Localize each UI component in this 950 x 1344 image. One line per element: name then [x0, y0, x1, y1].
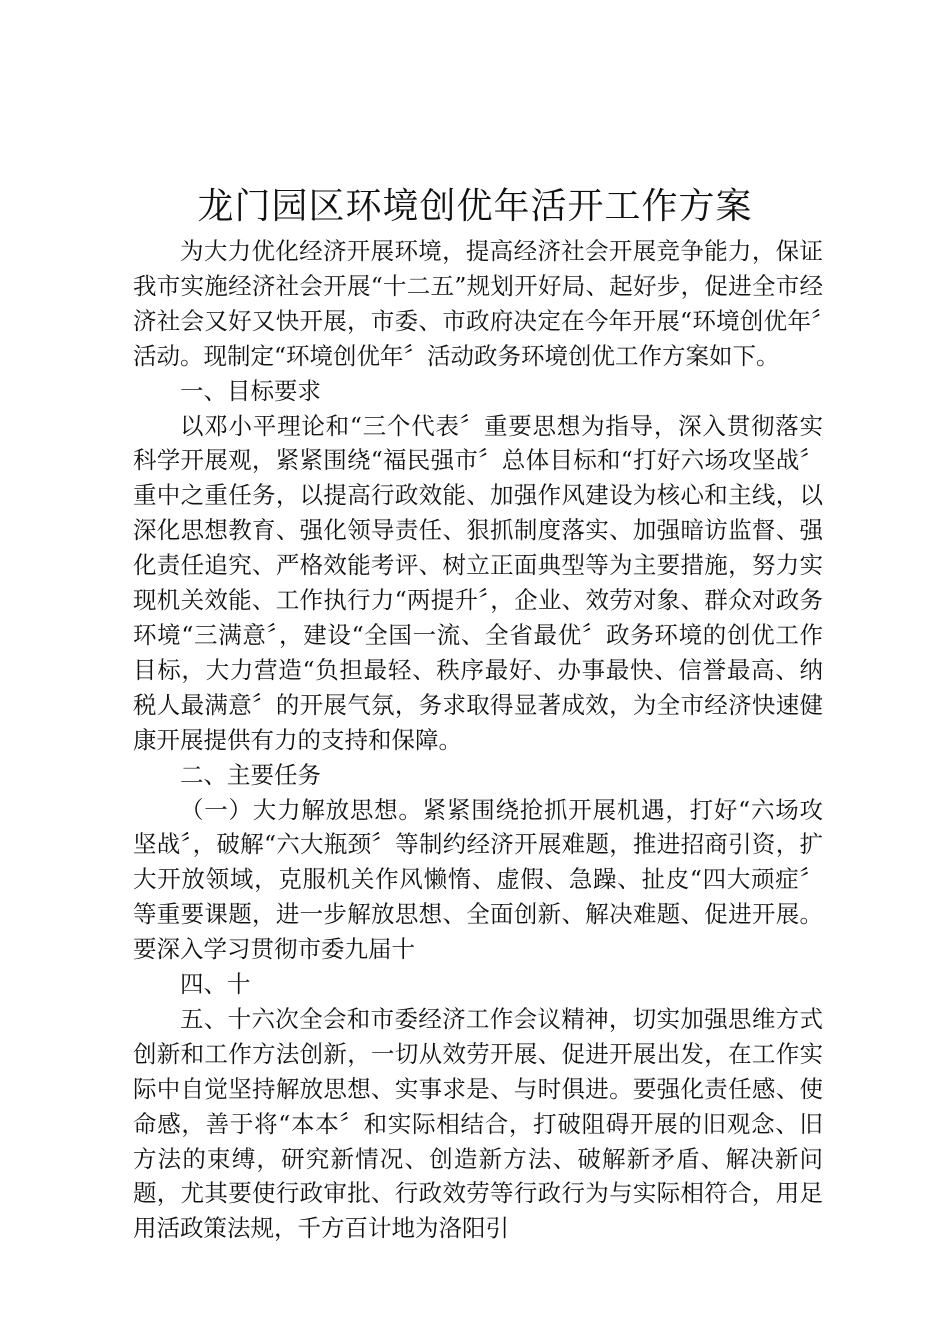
document-body: [133, 234, 823, 1246]
section-heading-goals: 一、目标要求: [180, 376, 321, 405]
paragraph-continued: 五、十六次全会和市委经济工作会议精神，切实加强思维方式创新和工作方法创新，一切从效劳开展、促进开展出发，在工作实际中自觉坚持解放思想、实事求是、与时俱进。要强化责任感、使命感，善于将“本本〞和实际相结合，打破阻碍开展的旧观念、旧方法的束缚，研究新情况、创造新方法、破解新矛盾、解决新问题，尤其要使行政审批、行政效劳等行政行为与实际相符合，用足用活政策法规，千方百计地为洛阳引: [133, 1004, 823, 1243]
paragraph-task-1: （一）大力解放思想。紧紧围绕抢抓开展机遇，打好“六场攻坚战〞，破解“六大瓶颈〞等制约经济开展难题，推进招商引资，扩大开放领域，克服机关作风懒惰、虚假、急躁、扯皮“四大顽症〞等重要课题，进一步解放思想、全面创新、解决难题、促进开展。要深入学习贯彻市委九届十: [133, 795, 823, 964]
document-title: 龙门园区环境创优年活开工作方案: [197, 186, 753, 227]
paragraph-intro: 为大力优化经济开展环境，提高经济社会开展竞争能力，保证我市实施经济社会开展“十二五”规划开好局、起好步，促进全市经济社会又好又快开展，市委、市政府决定在今年开展“环境创优年〞活动。现制定“环境创优年〞活动政务环境创优工作方案如下。: [133, 237, 823, 370]
paragraph-goals: 以邓小平理论和“三个代表〞重要思想为指导，深入贯彻落实科学开展观，紧紧围绕“福民强市〞总体目标和“打好六场攻坚战〞重中之重任务，以提高行政效能、加强作风建设为核心和主线，以深化思想教育、强化领导责任、狠抓制度落实、加强暗访监督、强化责任追究、严格效能考评、树立正面典型等为主要措施，努力实现机关效能、工作执行力“两提升〞，企业、效劳对象、群众对政务环境“三满意〞，建设“全国一流、全省最优〞政务环境的创优工作目标，大力营造“负担最轻、秩序最好、办事最快、信誉最高、纳税人最满意〞的开展气氛，务求取得显著成效，为全市经济快速健康开展提供有力的支持和保障。: [133, 411, 823, 754]
section-heading-tasks: 二、主要任务: [180, 760, 321, 789]
paragraph-fragment: 四、十: [180, 970, 251, 999]
